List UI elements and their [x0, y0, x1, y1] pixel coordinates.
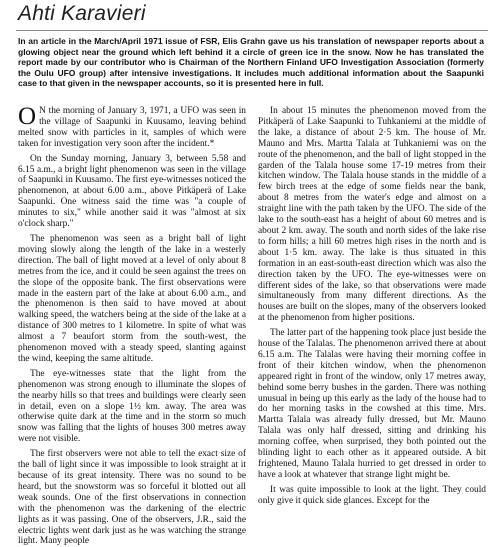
article-paragraph: The eye-witnesses state that the light from the phenomenon was strong enough to illuminate the slopes of the nearby hills so that trees and buildings were clearly seen in detail, even on a slope 1½ km. away. The area was otherwise quite dark at the time and in the storm so much snow was falling that the lights of houses 300 metres away were not visible. — [18, 368, 246, 445]
drop-cap: O — [18, 103, 37, 130]
article-paragraph: The latter part of the happening took place just beside the house of the Talalas. The phenomenon arrived there at about 6.15 a.m. The Talalas were having their morning coffee in front of their kitchen window, when the phenomenon appeared right in front of the window, only 17 metres away, behind some berry bushes in the garden. There was nothing unusual in being up this early as the lady of the house had to do her morning tasks in the cowshed at this time. Mrs. Martta Talala was already fully dressed, but Mr. Mauno Talala was only half dressed, sitting and drinking his morning coffee, when surprised, they both pointed out the blinding light to each other as it appeared outside. A bit frightened, Mauno Talala hurried to get dressed in order to have a look at whatever that strange light might be. — [258, 328, 486, 480]
article-paragraph: It was quite impossible to look at the light. They could only give it quick side glances. Except for the — [258, 484, 486, 506]
heading-divider — [16, 30, 488, 31]
article-paragraph: On the Sunday morning, January 3, between 5.58 and 6.15 a.m., a bright light phenomenon was seen in the village of Saapunki in Kuusamo. The first eye-witnesses noticed the phenomenon, at about 6.00 a.m., above Pitkäperä of Lake Saapunki. One witness said the time was "a couple of minutes to six," while another said it was "almost at six o'clock sharp." — [18, 153, 246, 230]
article-text: N the morning of January 3, 1971, a UFO was seen in the village of Saapunki in Kuusamo, leaving behind melted snow with particles in it, samples of which were taken for investigation very soon after the incident.* — [18, 106, 246, 149]
article-paragraph: The first observers were not able to tell the exact size of the ball of light since it was impossible to look straight at it because of its great intensity. There was no sound to be heard, but the snowstorm was so forceful it blotted out all weak sounds. One of the first observations in connection with the phenomenon was the darkening of the electric lights as it was passing. One of the observers, J.R., said the electric lights went dark just as he was watching the strange light. Many people — [18, 449, 246, 547]
article-column-right — [258, 106, 486, 506]
article-column-left — [18, 103, 246, 547]
article-paragraph: The phenomenon was seen as a bright ball of light moving slowly along the length of the lake in a westerly direction. The ball of light moved at a level of only about 8 metres from the ice, and it could be seen against the trees on the slope of the opposite bank. The first observations were made in the eastern part of the lake at about 6.00 a.m., and the phenomenon is then said to have moved at about walking speed, the watchers being at the side of the lake at a distance of 300 metres to 1 kilometre. In spite of what was almost a 7 beaufort storm from the south-west, the phenomenon moved with a steady speed, slanting against the wind, keeping the same altitude. — [18, 233, 246, 364]
author-heading: Ahti Karavieri — [18, 2, 146, 25]
article-paragraph — [18, 103, 246, 150]
article-paragraph: In about 15 minutes the phenomenon moved from the Pitkäperä of Lake Saapunki to Tuhkaniemi at the middle of the lake, a distance of about 2·5 km. The house of Mr. Mauno and Mrs. Martta Talala at Tuhkaniemi was on the route of the phenomenon, and the ball of light stopped in the garden of the Talala house some 17-19 metres from their kitchen window. The Talala house stands in the middle of a few birch trees at the edge of some fields near the bank, about 8 metres from the water's edge and almost on a straight line with the path taken by the UFO. The side of the lake to the south-east has a height of about 60 metres and is about 2 km. away. The south and north sides of the lake rise to form hills; a hill 60 metres high rises in the north and is about 1·5 km. away. The lake is thus situated in this formation in an east-south-east direction which was also the direction taken by the UFO. The eye-witnesses were on different sides of the lake, so that observations were made simultaneously from many different directions. As the houses are built on the slopes, many of the observers looked at the phenomenon from higher positions. — [258, 106, 486, 324]
intro-paragraph: In an article in the March/April 1971 issue of FSR, Elis Grahn gave us his translation of newspaper reports about a glowing object near the ground which left behind it a circle of green ice in the snow. Now he has translated the report made by our contributor who is Chairman of the Northern Finland UFO Investigation Association (formerly the Oulu UFO group) after intensive investigations. It includes much additional information about the Saapunki case to that given in the newspaper accounts, so it is presented here in full. — [18, 36, 484, 88]
